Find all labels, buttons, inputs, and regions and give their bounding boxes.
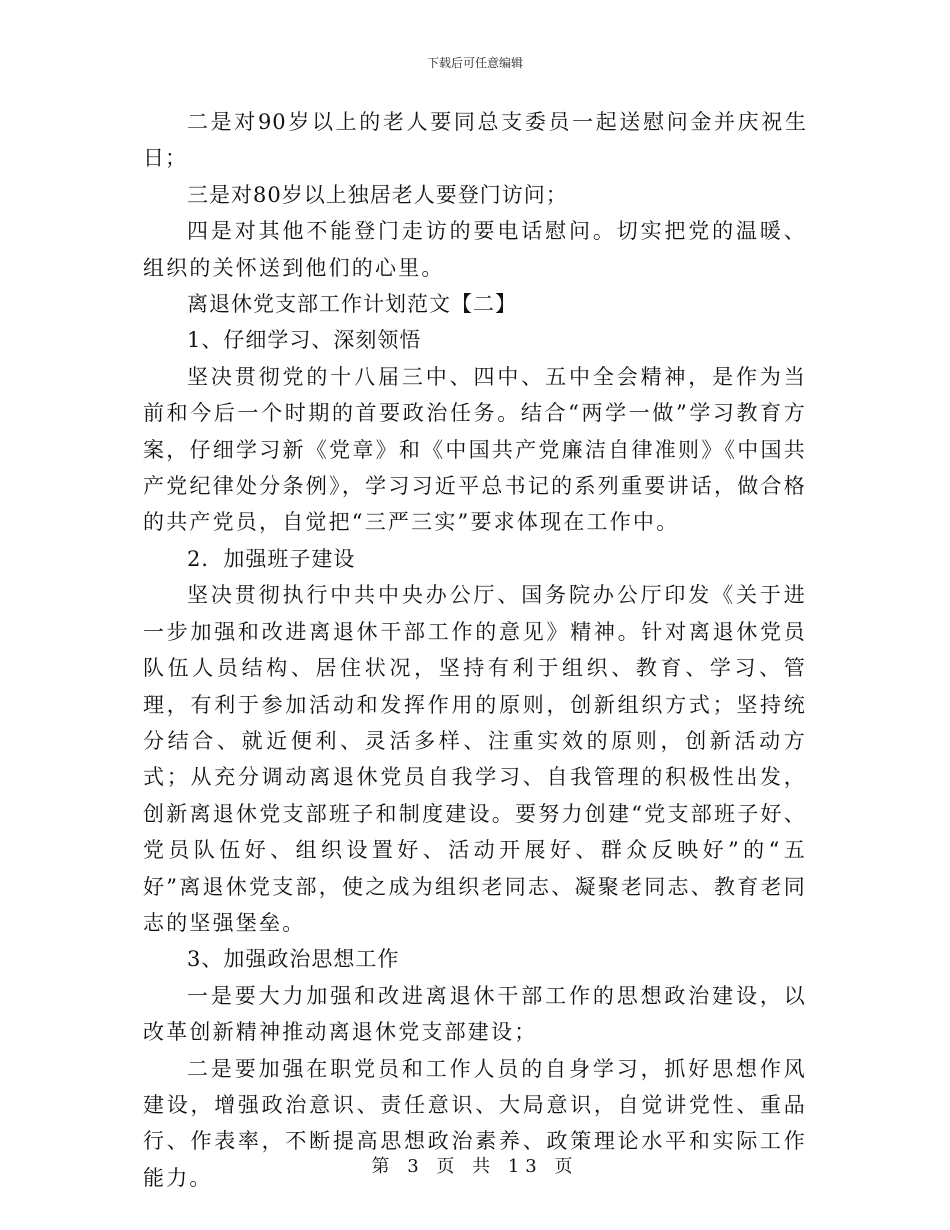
- paragraph-1: 二是对90岁以上的老人要同总支委员一起送慰问金并庆祝生日；: [143, 110, 807, 171]
- paragraph-3: 四是对其他不能登门走访的要电话慰问。切实把党的温暖、组织的关怀送到他们的心里。: [143, 219, 807, 280]
- paragraph-heading-1-body: 坚决贯彻党的十八届三中、四中、五中全会精神，是作为当前和今后一个时期的首要政治任务。结合“两学一做”学习教育方案，仔细学习新《党章》和《中国共产党廉洁自律准则》《中国共产党纪律处分条例》，学习习近平总书记的系列重要讲话，做合格的共产党员，自觉把“三严三实”要求体现在工作中。: [143, 364, 807, 535]
- paragraph-heading-3-item-1: 一是要大力加强和改进离退休干部工作的思想政治建设，以改革创新精神推动离退休党支部建设；: [143, 983, 807, 1045]
- page-number: 第 3 页 共 13 页: [371, 1156, 579, 1177]
- paragraph-heading-2-body: 坚决贯彻执行中共中央办公厅、国务院办公厅印发《关于进一步加强和改进离退休干部工作的意见》精神。针对离退休党员队伍人员结构、居住状况，坚持有利于组织、教育、学习、管理，有利于参加活动和发挥作用的原则，创新组织方式；坚持统分结合、就近便利、灵活多样、注重实效的原则，创新活动方式；从充分调动离退休党员自我学习、自我管理的积极性出发，创新离退休党支部班子和制度建设。要努力创建“党支部班子好、党员队伍好、组织设置好、活动开展好、群众反映好”的“五好”离退休党支部，使之成为组织老同志、凝聚老同志、教育老同志的坚强堡垒。: [143, 583, 807, 935]
- heading-2: 2．加强班子建设: [187, 546, 356, 571]
- heading-3: 3、加强政治思想工作: [187, 947, 400, 972]
- header-note: 下载后可任意编辑: [426, 56, 523, 70]
- document-body: [143, 104, 807, 1196]
- paragraph-heading-3-item-2: 二是要加强在职党员和工作人员的自身学习，抓好思想作风建设，增强政治意识、责任意识、大局意识，自觉讲党性、重品行、作表率，不断提高思想政治素养、政策理论水平和实际工作能力。: [143, 1056, 807, 1190]
- section-title: 离退休党支部工作计划范文【二】: [187, 292, 517, 317]
- paragraph-2: 三是对80岁以上独居老人要登门访问；: [187, 182, 568, 207]
- heading-1: 1、仔细学习、深刻领悟: [187, 328, 422, 353]
